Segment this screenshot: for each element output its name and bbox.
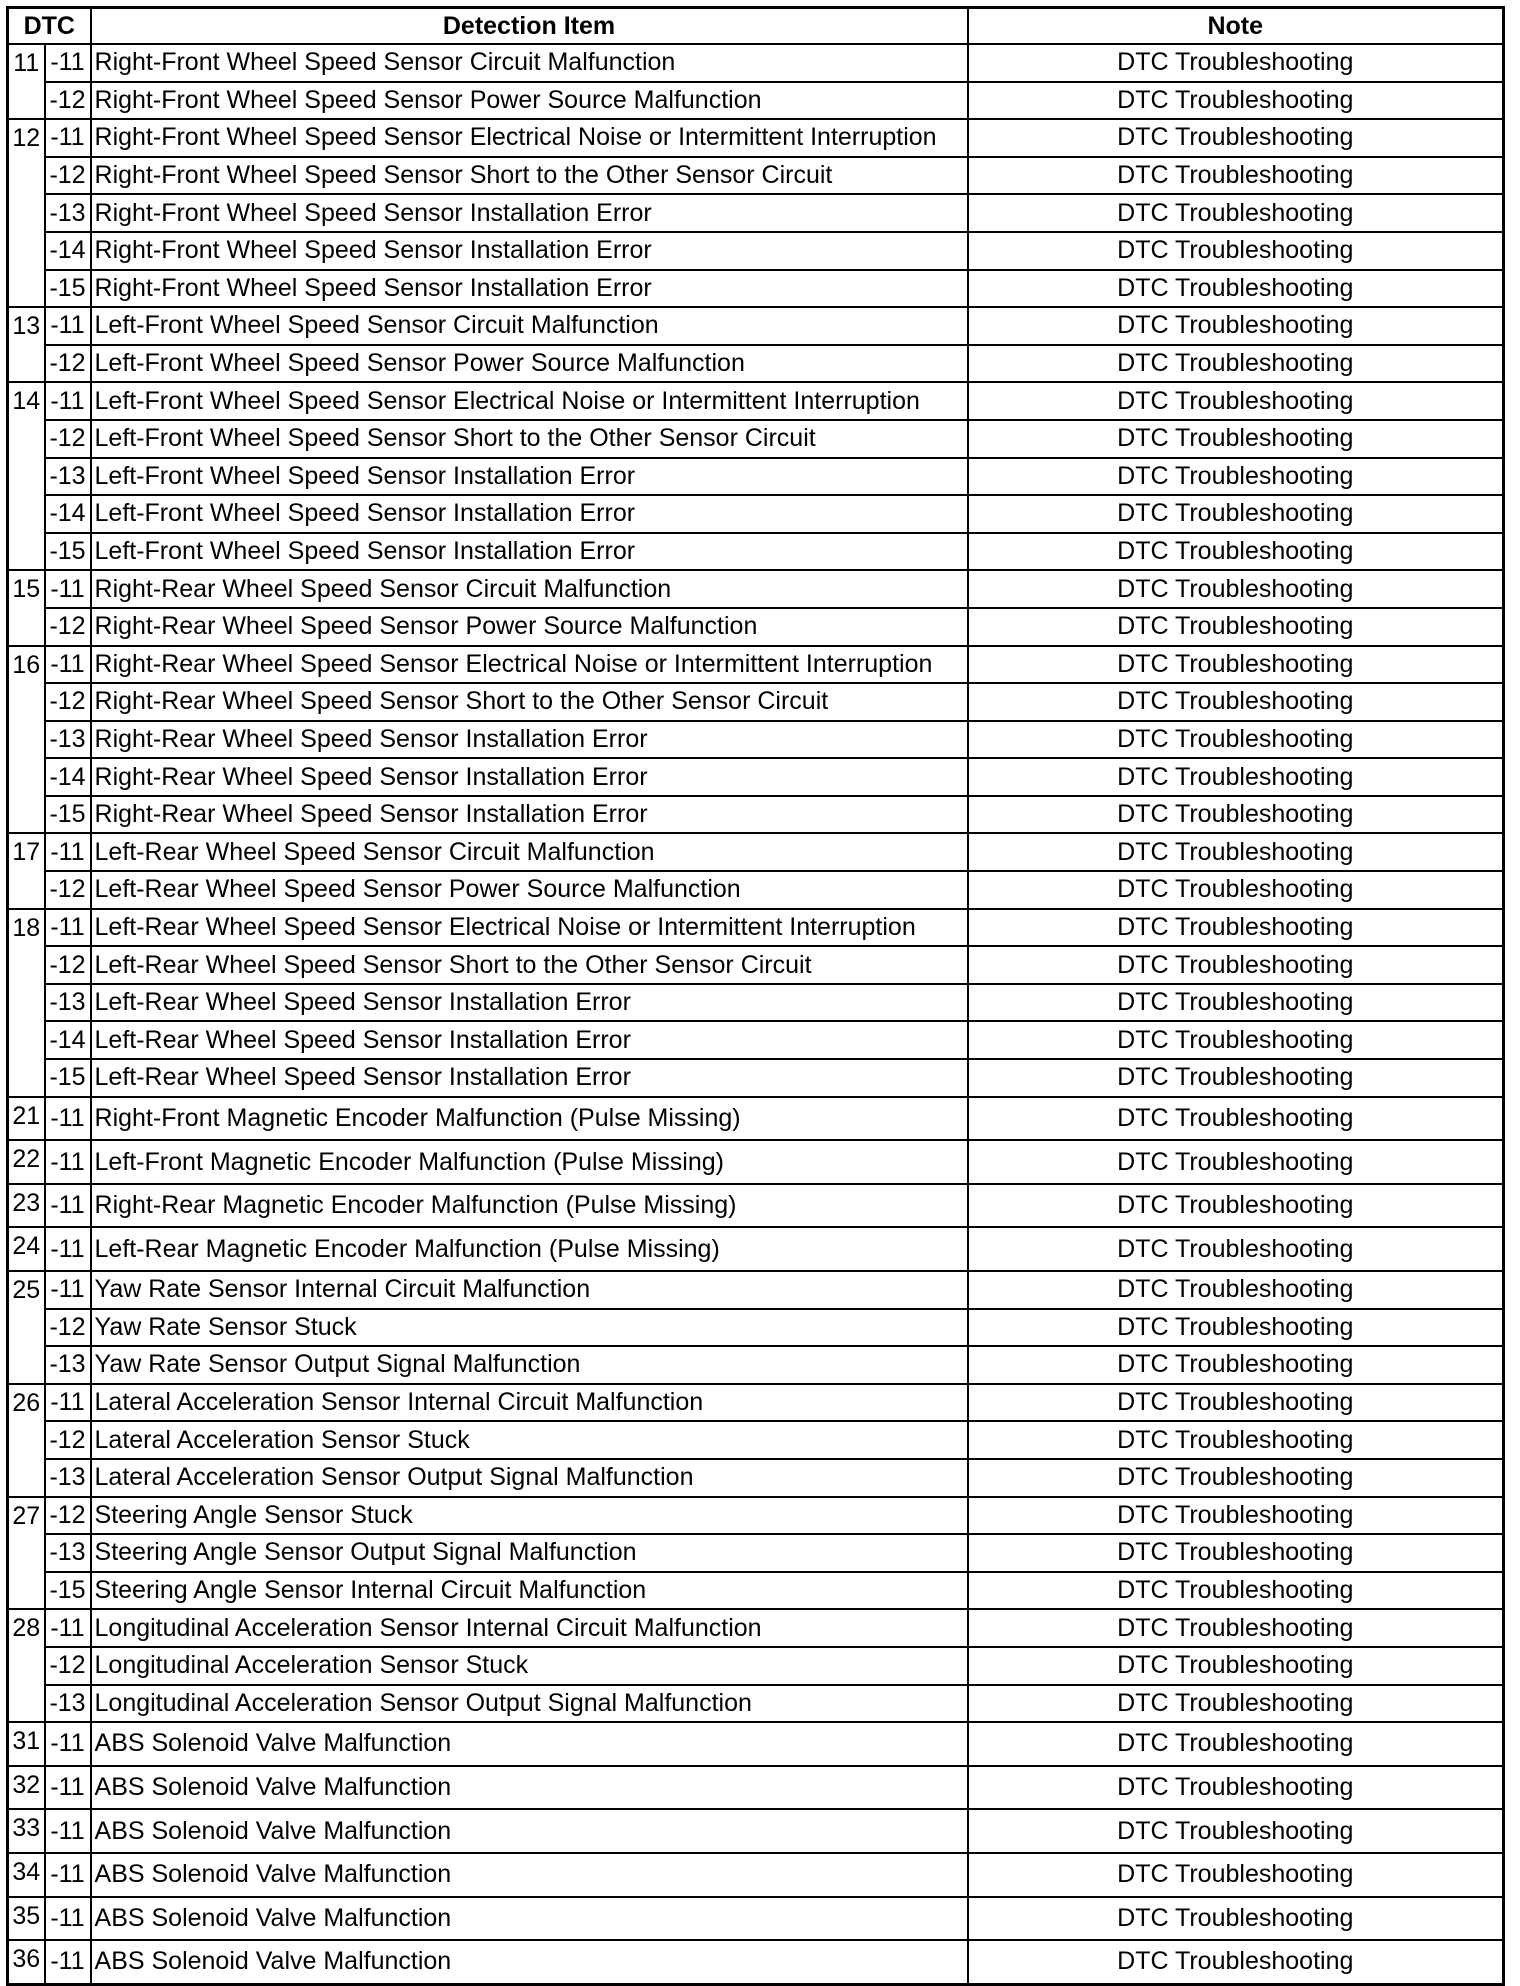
table-row bbox=[8, 1459, 1504, 1497]
table-row bbox=[8, 1140, 1504, 1184]
dtc-subcode-cell: -11 bbox=[45, 646, 91, 684]
note-cell: DTC Troubleshooting bbox=[968, 1940, 1504, 1984]
table-row bbox=[8, 307, 1504, 345]
table-row bbox=[8, 1097, 1504, 1141]
table-row bbox=[8, 1227, 1504, 1271]
detection-item-cell: Left-Front Wheel Speed Sensor Installation Error bbox=[91, 533, 968, 571]
dtc-subcode-cell: -11 bbox=[45, 382, 91, 420]
detection-item-cell: ABS Solenoid Valve Malfunction bbox=[91, 1722, 968, 1766]
dtc-subcode-cell: -11 bbox=[45, 1384, 91, 1422]
detection-item-cell: Right-Rear Magnetic Encoder Malfunction (Pulse Missing) bbox=[91, 1184, 968, 1228]
dtc-subcode-cell: -11 bbox=[45, 1227, 91, 1271]
table-row bbox=[8, 270, 1504, 308]
note-cell: DTC Troubleshooting bbox=[968, 909, 1504, 947]
dtc-subcode-cell: -11 bbox=[45, 909, 91, 947]
dtc-subcode-cell: -11 bbox=[45, 1271, 91, 1309]
detection-item-cell: ABS Solenoid Valve Malfunction bbox=[91, 1940, 968, 1984]
note-cell: DTC Troubleshooting bbox=[968, 82, 1504, 120]
dtc-subcode-cell: -14 bbox=[45, 1021, 91, 1059]
dtc-code-cell: 26 bbox=[8, 1384, 45, 1497]
detection-item-cell: Right-Rear Wheel Speed Sensor Installation Error bbox=[91, 796, 968, 834]
dtc-subcode-cell: -15 bbox=[45, 533, 91, 571]
note-cell: DTC Troubleshooting bbox=[968, 833, 1504, 871]
detection-item-cell: Longitudinal Acceleration Sensor Stuck bbox=[91, 1647, 968, 1685]
note-cell: DTC Troubleshooting bbox=[968, 1685, 1504, 1723]
dtc-subcode-cell: -11 bbox=[45, 1722, 91, 1766]
detection-item-cell: Left-Rear Wheel Speed Sensor Circuit Malfunction bbox=[91, 833, 968, 871]
dtc-subcode-cell: -13 bbox=[45, 721, 91, 759]
note-cell: DTC Troubleshooting bbox=[968, 1309, 1504, 1347]
dtc-subcode-cell: -11 bbox=[45, 119, 91, 157]
detection-item-cell: Right-Front Wheel Speed Sensor Electrical Noise or Intermittent Interruption bbox=[91, 119, 968, 157]
dtc-subcode-cell: -12 bbox=[45, 871, 91, 909]
dtc-subcode-cell: -13 bbox=[45, 1346, 91, 1384]
dtc-code-cell: 17 bbox=[8, 833, 45, 908]
note-cell: DTC Troubleshooting bbox=[968, 1346, 1504, 1384]
dtc-code-cell: 33 bbox=[8, 1809, 45, 1853]
table-row bbox=[8, 984, 1504, 1022]
header-row bbox=[8, 8, 1504, 45]
dtc-subcode-cell: -11 bbox=[45, 1853, 91, 1897]
note-cell: DTC Troubleshooting bbox=[968, 194, 1504, 232]
table-row bbox=[8, 909, 1504, 947]
dtc-subcode-cell: -12 bbox=[45, 1421, 91, 1459]
note-cell: DTC Troubleshooting bbox=[968, 1459, 1504, 1497]
note-cell: DTC Troubleshooting bbox=[968, 721, 1504, 759]
detection-item-cell: Lateral Acceleration Sensor Stuck bbox=[91, 1421, 968, 1459]
header-dtc: DTC bbox=[8, 8, 91, 45]
table-row bbox=[8, 871, 1504, 909]
detection-item-cell: ABS Solenoid Valve Malfunction bbox=[91, 1897, 968, 1941]
note-cell: DTC Troubleshooting bbox=[968, 382, 1504, 420]
table-row bbox=[8, 1766, 1504, 1810]
dtc-code-cell: 28 bbox=[8, 1609, 45, 1722]
detection-item-cell: Right-Front Wheel Speed Sensor Circuit Malfunction bbox=[91, 44, 968, 82]
dtc-subcode-cell: -15 bbox=[45, 1059, 91, 1097]
dtc-subcode-cell: -11 bbox=[45, 1940, 91, 1984]
detection-item-cell: Right-Front Wheel Speed Sensor Installation Error bbox=[91, 232, 968, 270]
table-row bbox=[8, 232, 1504, 270]
note-cell: DTC Troubleshooting bbox=[968, 458, 1504, 496]
dtc-code-cell: 14 bbox=[8, 382, 45, 570]
note-cell: DTC Troubleshooting bbox=[968, 1097, 1504, 1141]
table-row bbox=[8, 1384, 1504, 1422]
dtc-subcode-cell: -12 bbox=[45, 683, 91, 721]
dtc-subcode-cell: -11 bbox=[45, 1897, 91, 1941]
note-cell: DTC Troubleshooting bbox=[968, 1853, 1504, 1897]
detection-item-cell: Left-Front Magnetic Encoder Malfunction (Pulse Missing) bbox=[91, 1140, 968, 1184]
dtc-subcode-cell: -13 bbox=[45, 1459, 91, 1497]
dtc-code-cell: 36 bbox=[8, 1940, 45, 1984]
table-row bbox=[8, 833, 1504, 871]
dtc-code-cell: 34 bbox=[8, 1853, 45, 1897]
detection-item-cell: Yaw Rate Sensor Output Signal Malfunction bbox=[91, 1346, 968, 1384]
table-row bbox=[8, 721, 1504, 759]
detection-item-cell: Right-Rear Wheel Speed Sensor Installation Error bbox=[91, 721, 968, 759]
detection-item-cell: Left-Front Wheel Speed Sensor Installation Error bbox=[91, 458, 968, 496]
detection-item-cell: Left-Front Wheel Speed Sensor Circuit Malfunction bbox=[91, 307, 968, 345]
note-cell: DTC Troubleshooting bbox=[968, 420, 1504, 458]
dtc-table bbox=[6, 6, 1505, 1986]
detection-item-cell: Left-Rear Wheel Speed Sensor Installation Error bbox=[91, 984, 968, 1022]
dtc-subcode-cell: -12 bbox=[45, 1647, 91, 1685]
detection-item-cell: ABS Solenoid Valve Malfunction bbox=[91, 1853, 968, 1897]
note-cell: DTC Troubleshooting bbox=[968, 984, 1504, 1022]
table-row bbox=[8, 1021, 1504, 1059]
note-cell: DTC Troubleshooting bbox=[968, 1421, 1504, 1459]
header-note: Note bbox=[968, 8, 1504, 45]
note-cell: DTC Troubleshooting bbox=[968, 1140, 1504, 1184]
table-row bbox=[8, 44, 1504, 82]
table-row bbox=[8, 420, 1504, 458]
note-cell: DTC Troubleshooting bbox=[968, 1534, 1504, 1572]
table-row bbox=[8, 796, 1504, 834]
dtc-subcode-cell: -12 bbox=[45, 157, 91, 195]
dtc-subcode-cell: -13 bbox=[45, 458, 91, 496]
dtc-subcode-cell: -11 bbox=[45, 1809, 91, 1853]
note-cell: DTC Troubleshooting bbox=[968, 1809, 1504, 1853]
detection-item-cell: Right-Front Wheel Speed Sensor Power Source Malfunction bbox=[91, 82, 968, 120]
detection-item-cell: Lateral Acceleration Sensor Output Signal Malfunction bbox=[91, 1459, 968, 1497]
detection-item-cell: Right-Rear Wheel Speed Sensor Circuit Malfunction bbox=[91, 570, 968, 608]
detection-item-cell: Right-Rear Wheel Speed Sensor Installation Error bbox=[91, 758, 968, 796]
dtc-code-cell: 27 bbox=[8, 1497, 45, 1610]
detection-item-cell: ABS Solenoid Valve Malfunction bbox=[91, 1809, 968, 1853]
dtc-subcode-cell: -11 bbox=[45, 1184, 91, 1228]
dtc-code-cell: 32 bbox=[8, 1766, 45, 1810]
note-cell: DTC Troubleshooting bbox=[968, 345, 1504, 383]
table-row bbox=[8, 194, 1504, 232]
dtc-code-cell: 31 bbox=[8, 1722, 45, 1766]
detection-item-cell: Left-Front Wheel Speed Sensor Power Source Malfunction bbox=[91, 345, 968, 383]
dtc-subcode-cell: -15 bbox=[45, 270, 91, 308]
table-row bbox=[8, 570, 1504, 608]
detection-item-cell: Left-Front Wheel Speed Sensor Short to the Other Sensor Circuit bbox=[91, 420, 968, 458]
dtc-subcode-cell: -13 bbox=[45, 1685, 91, 1723]
dtc-code-cell: 23 bbox=[8, 1184, 45, 1228]
dtc-subcode-cell: -11 bbox=[45, 1140, 91, 1184]
note-cell: DTC Troubleshooting bbox=[968, 758, 1504, 796]
note-cell: DTC Troubleshooting bbox=[968, 946, 1504, 984]
table-row bbox=[8, 1271, 1504, 1309]
detection-item-cell: Right-Front Wheel Speed Sensor Short to the Other Sensor Circuit bbox=[91, 157, 968, 195]
detection-item-cell: Steering Angle Sensor Internal Circuit Malfunction bbox=[91, 1572, 968, 1610]
note-cell: DTC Troubleshooting bbox=[968, 1766, 1504, 1810]
dtc-subcode-cell: -13 bbox=[45, 194, 91, 232]
note-cell: DTC Troubleshooting bbox=[968, 1059, 1504, 1097]
table-row bbox=[8, 1609, 1504, 1647]
detection-item-cell: Longitudinal Acceleration Sensor Output Signal Malfunction bbox=[91, 1685, 968, 1723]
note-cell: DTC Troubleshooting bbox=[968, 1647, 1504, 1685]
detection-item-cell: Right-Front Wheel Speed Sensor Installation Error bbox=[91, 270, 968, 308]
detection-item-cell: Right-Front Magnetic Encoder Malfunction (Pulse Missing) bbox=[91, 1097, 968, 1141]
dtc-subcode-cell: -11 bbox=[45, 1097, 91, 1141]
table-row bbox=[8, 82, 1504, 120]
table-row bbox=[8, 683, 1504, 721]
detection-item-cell: Left-Front Wheel Speed Sensor Electrical Noise or Intermittent Interruption bbox=[91, 382, 968, 420]
note-cell: DTC Troubleshooting bbox=[968, 1722, 1504, 1766]
detection-item-cell: Steering Angle Sensor Stuck bbox=[91, 1497, 968, 1535]
dtc-code-cell: 12 bbox=[8, 119, 45, 307]
note-cell: DTC Troubleshooting bbox=[968, 1609, 1504, 1647]
note-cell: DTC Troubleshooting bbox=[968, 1271, 1504, 1309]
dtc-subcode-cell: -12 bbox=[45, 420, 91, 458]
note-cell: DTC Troubleshooting bbox=[968, 683, 1504, 721]
dtc-subcode-cell: -12 bbox=[45, 1309, 91, 1347]
table-row bbox=[8, 157, 1504, 195]
note-cell: DTC Troubleshooting bbox=[968, 157, 1504, 195]
detection-item-cell: Right-Front Wheel Speed Sensor Installation Error bbox=[91, 194, 968, 232]
note-cell: DTC Troubleshooting bbox=[968, 119, 1504, 157]
table-row bbox=[8, 458, 1504, 496]
table-row bbox=[8, 1059, 1504, 1097]
dtc-subcode-cell: -11 bbox=[45, 1609, 91, 1647]
detection-item-cell: Left-Rear Wheel Speed Sensor Power Source Malfunction bbox=[91, 871, 968, 909]
detection-item-cell: Right-Rear Wheel Speed Sensor Electrical Noise or Intermittent Interruption bbox=[91, 646, 968, 684]
table-row bbox=[8, 608, 1504, 646]
table-row bbox=[8, 1940, 1504, 1984]
detection-item-cell: Yaw Rate Sensor Stuck bbox=[91, 1309, 968, 1347]
table-row bbox=[8, 1184, 1504, 1228]
dtc-code-cell: 25 bbox=[8, 1271, 45, 1384]
table-row bbox=[8, 1809, 1504, 1853]
detection-item-cell: Left-Rear Wheel Speed Sensor Installation Error bbox=[91, 1021, 968, 1059]
dtc-subcode-cell: -12 bbox=[45, 608, 91, 646]
dtc-subcode-cell: -13 bbox=[45, 1534, 91, 1572]
note-cell: DTC Troubleshooting bbox=[968, 232, 1504, 270]
dtc-code-cell: 35 bbox=[8, 1897, 45, 1941]
table-row bbox=[8, 495, 1504, 533]
note-cell: DTC Troubleshooting bbox=[968, 533, 1504, 571]
note-cell: DTC Troubleshooting bbox=[968, 871, 1504, 909]
dtc-subcode-cell: -12 bbox=[45, 1497, 91, 1535]
dtc-code-cell: 16 bbox=[8, 646, 45, 834]
table-row bbox=[8, 345, 1504, 383]
table-row bbox=[8, 119, 1504, 157]
detection-item-cell: Left-Rear Wheel Speed Sensor Installation Error bbox=[91, 1059, 968, 1097]
detection-item-cell: Right-Rear Wheel Speed Sensor Power Source Malfunction bbox=[91, 608, 968, 646]
dtc-subcode-cell: -14 bbox=[45, 232, 91, 270]
note-cell: DTC Troubleshooting bbox=[968, 1897, 1504, 1941]
dtc-subcode-cell: -13 bbox=[45, 984, 91, 1022]
dtc-subcode-cell: -14 bbox=[45, 758, 91, 796]
table-row bbox=[8, 1534, 1504, 1572]
table-row bbox=[8, 1309, 1504, 1347]
detection-item-cell: Left-Front Wheel Speed Sensor Installation Error bbox=[91, 495, 968, 533]
detection-item-cell: Lateral Acceleration Sensor Internal Circuit Malfunction bbox=[91, 1384, 968, 1422]
note-cell: DTC Troubleshooting bbox=[968, 1384, 1504, 1422]
table-row bbox=[8, 1421, 1504, 1459]
note-cell: DTC Troubleshooting bbox=[968, 44, 1504, 82]
note-cell: DTC Troubleshooting bbox=[968, 1572, 1504, 1610]
dtc-subcode-cell: -15 bbox=[45, 1572, 91, 1610]
detection-item-cell: Longitudinal Acceleration Sensor Internal Circuit Malfunction bbox=[91, 1609, 968, 1647]
table-row bbox=[8, 758, 1504, 796]
detection-item-cell: Steering Angle Sensor Output Signal Malfunction bbox=[91, 1534, 968, 1572]
table-row bbox=[8, 646, 1504, 684]
detection-item-cell: Yaw Rate Sensor Internal Circuit Malfunction bbox=[91, 1271, 968, 1309]
table-row bbox=[8, 1497, 1504, 1535]
table-row bbox=[8, 1685, 1504, 1723]
detection-item-cell: Left-Rear Wheel Speed Sensor Electrical Noise or Intermittent Interruption bbox=[91, 909, 968, 947]
dtc-code-cell: 11 bbox=[8, 44, 45, 119]
note-cell: DTC Troubleshooting bbox=[968, 646, 1504, 684]
note-cell: DTC Troubleshooting bbox=[968, 796, 1504, 834]
dtc-table-body bbox=[8, 44, 1504, 1984]
dtc-subcode-cell: -11 bbox=[45, 44, 91, 82]
note-cell: DTC Troubleshooting bbox=[968, 270, 1504, 308]
dtc-code-cell: 24 bbox=[8, 1227, 45, 1271]
note-cell: DTC Troubleshooting bbox=[968, 307, 1504, 345]
header-detection-item: Detection Item bbox=[91, 8, 968, 45]
table-row bbox=[8, 382, 1504, 420]
table-row bbox=[8, 946, 1504, 984]
table-row bbox=[8, 1346, 1504, 1384]
dtc-subcode-cell: -12 bbox=[45, 82, 91, 120]
note-cell: DTC Troubleshooting bbox=[968, 608, 1504, 646]
dtc-code-cell: 22 bbox=[8, 1140, 45, 1184]
table-row bbox=[8, 533, 1504, 571]
detection-item-cell: Left-Rear Wheel Speed Sensor Short to the Other Sensor Circuit bbox=[91, 946, 968, 984]
dtc-subcode-cell: -11 bbox=[45, 307, 91, 345]
dtc-subcode-cell: -14 bbox=[45, 495, 91, 533]
dtc-subcode-cell: -11 bbox=[45, 570, 91, 608]
note-cell: DTC Troubleshooting bbox=[968, 495, 1504, 533]
table-row bbox=[8, 1572, 1504, 1610]
table-row bbox=[8, 1897, 1504, 1941]
dtc-code-cell: 13 bbox=[8, 307, 45, 382]
dtc-subcode-cell: -11 bbox=[45, 1766, 91, 1810]
dtc-subcode-cell: -11 bbox=[45, 833, 91, 871]
dtc-code-cell: 18 bbox=[8, 909, 45, 1097]
note-cell: DTC Troubleshooting bbox=[968, 570, 1504, 608]
detection-item-cell: Left-Rear Magnetic Encoder Malfunction (Pulse Missing) bbox=[91, 1227, 968, 1271]
dtc-code-cell: 21 bbox=[8, 1097, 45, 1141]
dtc-code-cell: 15 bbox=[8, 570, 45, 645]
detection-item-cell: ABS Solenoid Valve Malfunction bbox=[91, 1766, 968, 1810]
note-cell: DTC Troubleshooting bbox=[968, 1227, 1504, 1271]
dtc-subcode-cell: -15 bbox=[45, 796, 91, 834]
note-cell: DTC Troubleshooting bbox=[968, 1184, 1504, 1228]
table-row bbox=[8, 1647, 1504, 1685]
dtc-subcode-cell: -12 bbox=[45, 345, 91, 383]
note-cell: DTC Troubleshooting bbox=[968, 1497, 1504, 1535]
detection-item-cell: Right-Rear Wheel Speed Sensor Short to the Other Sensor Circuit bbox=[91, 683, 968, 721]
note-cell: DTC Troubleshooting bbox=[968, 1021, 1504, 1059]
table-row bbox=[8, 1722, 1504, 1766]
dtc-subcode-cell: -12 bbox=[45, 946, 91, 984]
